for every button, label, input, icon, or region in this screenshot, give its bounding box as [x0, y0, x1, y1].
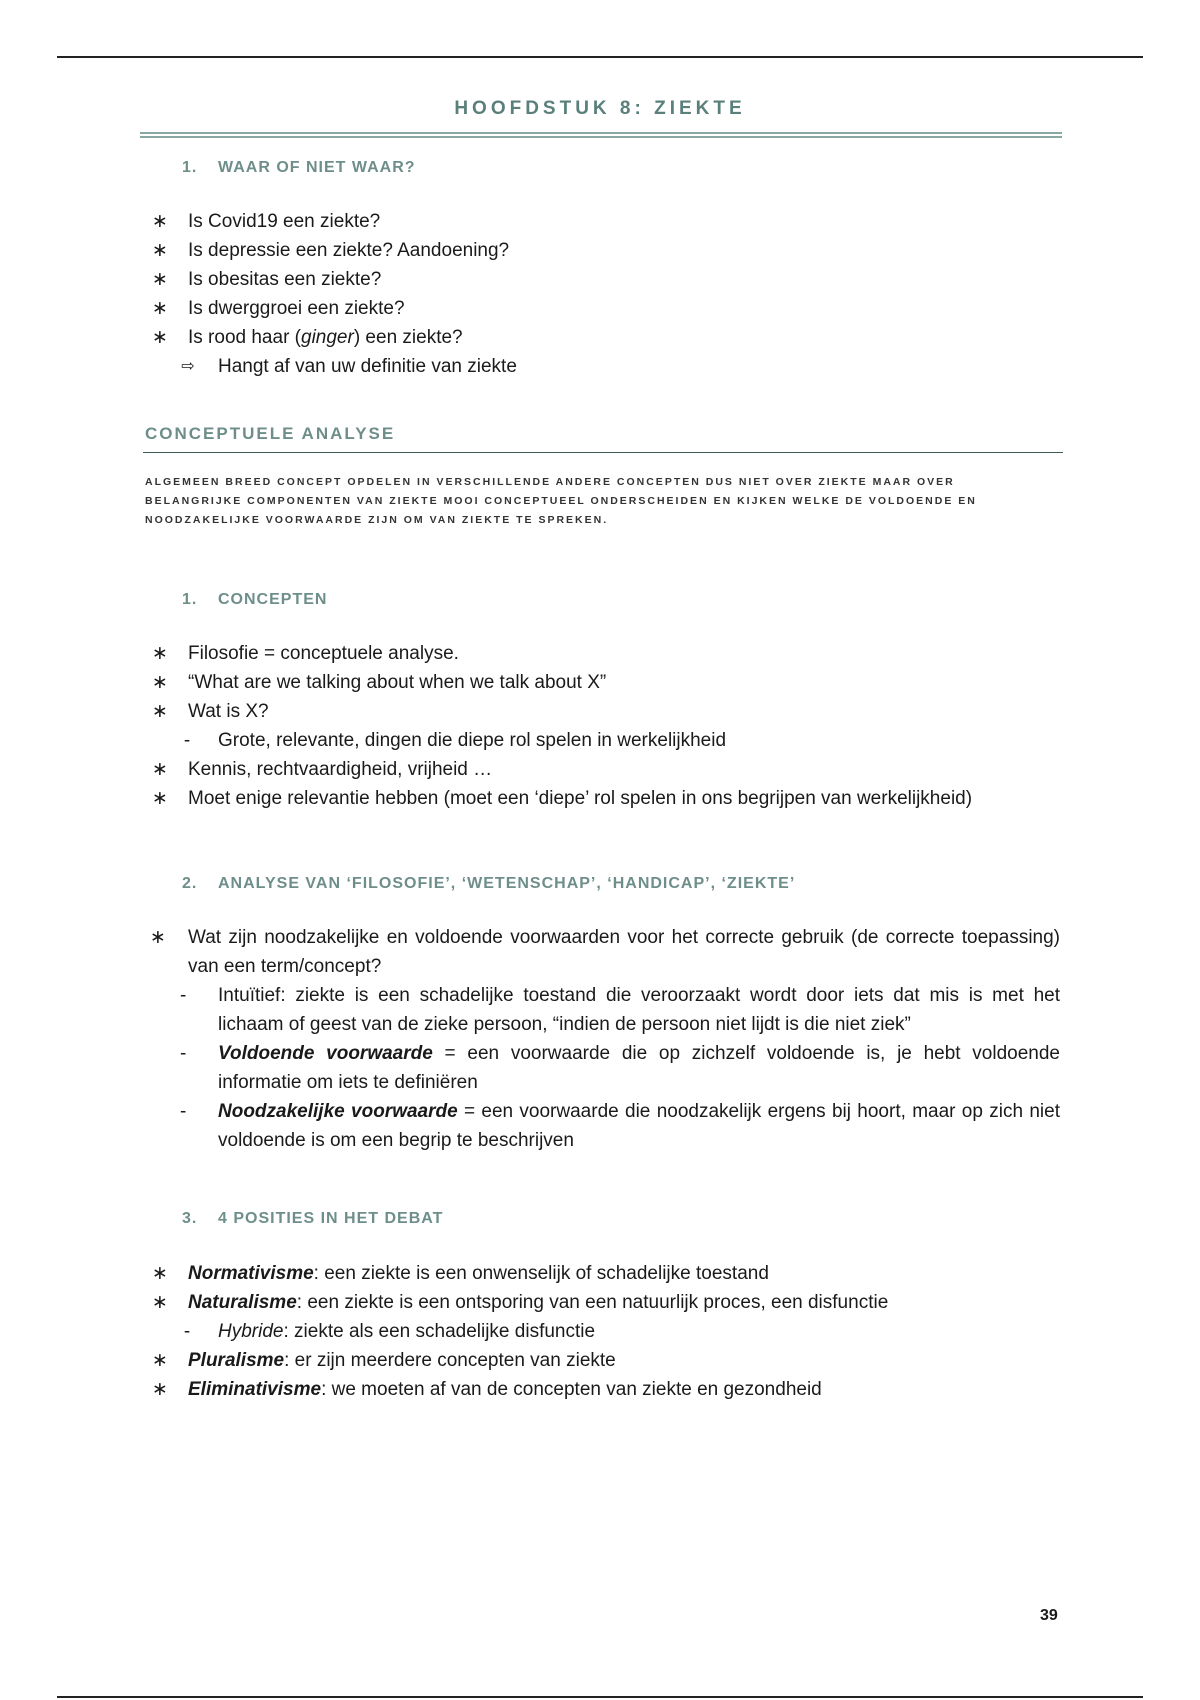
list-item: ∗ Is rood haar (ginger) een ziekte? — [150, 323, 1060, 352]
bullet-icon: ∗ — [152, 269, 168, 290]
section-number: 3. — [182, 1210, 198, 1227]
list-item: ∗ Normativisme: een ziekte is een onwenselijk of schadelijke toestand — [150, 1259, 1060, 1288]
list-item: ∗ Wat is X? — [150, 697, 1060, 726]
bullet-icon: ∗ — [152, 240, 168, 261]
chapter-title: HOOFDSTUK 8: ZIEKTE — [454, 98, 746, 119]
arrow-icon: ⇨ — [181, 358, 195, 375]
section-number: 1. — [182, 591, 198, 608]
bullet-icon: ∗ — [152, 701, 168, 722]
list-item: ∗ “What are we talking about when we talk about X” — [150, 668, 1060, 697]
dash-icon: - — [180, 1101, 187, 1122]
analysis-list — [150, 923, 1060, 1155]
section-title: 4 POSITIES IN HET DEBAT — [218, 1210, 444, 1227]
bullet-icon: ∗ — [152, 788, 168, 809]
list-item: ∗ Moet enige relevantie hebben (moet een ‘diepe’ rol spelen in ons begrijpen van werkelijkheid) — [150, 784, 1060, 813]
bullet-icon: ∗ — [152, 1379, 168, 1400]
top-rule — [57, 56, 1143, 58]
list-item: ∗ Kennis, rechtvaardigheid, vrijheid … — [150, 755, 1060, 784]
bullet-icon: ∗ — [152, 1292, 168, 1313]
section-title: CONCEPTEN — [218, 591, 328, 608]
chapter-rule — [140, 132, 1062, 134]
bullet-icon: ∗ — [152, 1350, 168, 1371]
list-subitem: - Noodzakelijke voorwaarde = een voorwaarde die noodzakelijk ergens bij hoort, maar op zich niet voldoende is om een begrip te beschrijven — [150, 1097, 1060, 1155]
list-item: ∗ Eliminativisme: we moeten af van de concepten van ziekte en gezondheid — [150, 1375, 1060, 1404]
bullet-icon: ∗ — [152, 759, 168, 780]
list-item: ∗ Is dwerggroei een ziekte? — [150, 294, 1060, 323]
section-number: 2. — [182, 875, 198, 892]
bullet-icon: ∗ — [152, 211, 168, 232]
list-subitem: - Hybride: ziekte als een schadelijke disfunctie — [150, 1317, 1060, 1346]
bullet-icon: ∗ — [150, 927, 166, 948]
positions-list — [150, 1259, 1060, 1404]
list-item: ∗ Naturalisme: een ziekte is een ontsporing van een natuurlijk proces, een disfunctie — [150, 1288, 1060, 1317]
question-list — [150, 207, 1060, 381]
section-title: WAAR OF NIET WAAR? — [218, 159, 416, 176]
list-subitem: - Grote, relevante, dingen die diepe rol spelen in werkelijkheid — [150, 726, 1060, 755]
bottom-rule — [57, 1696, 1143, 1698]
conceptual-intro: ALGEMEEN BREED CONCEPT OPDELEN IN VERSCHILLENDE ANDERE CONCEPTEN DUS NIET OVER ZIEKTE MAAR OVER BELANGRIJKE COMPONENTEN VAN ZIEKTE MOOI CONCEPTUEEL ONDERSCHEIDEN EN KIJKEN WELKE DE VOLDOENDE EN NOODZAKELIJKE VOORWAARDE ZIJN OM VAN ZIEKTE TE SPREKEN. — [145, 476, 977, 526]
list-item: ∗ Filosofie = conceptuele analyse. — [150, 639, 1060, 668]
list-item: ∗ Pluralisme: er zijn meerdere concepten van ziekte — [150, 1346, 1060, 1375]
list-item-arrow: ⇨ Hangt af van uw definitie van ziekte — [150, 352, 1060, 381]
major-rule — [143, 452, 1063, 453]
section-heading-posities — [182, 1210, 443, 1228]
section-title: ANALYSE VAN ‘FILOSOFIE’, ‘WETENSCHAP’, ‘HANDICAP’, ‘ZIEKTE’ — [218, 875, 796, 892]
bullet-icon: ∗ — [152, 298, 168, 319]
bullet-icon: ∗ — [152, 643, 168, 664]
list-item: ∗ Is depressie een ziekte? Aandoening? — [150, 236, 1060, 265]
section-heading-waar — [182, 159, 416, 177]
dash-icon: - — [180, 985, 187, 1006]
list-item: ∗ Wat zijn noodzakelijke en voldoende voorwaarden voor het correcte gebruik (de correcte toepassing) van een term/concept? — [150, 923, 1060, 981]
list-item: ∗ Is obesitas een ziekte? — [150, 265, 1060, 294]
dash-icon: - — [183, 730, 191, 751]
section-heading-analyse — [182, 875, 795, 893]
dash-icon: - — [183, 1321, 191, 1342]
list-subitem: - Voldoende voorwaarde = een voorwaarde die op zichzelf voldoende is, je hebt voldoende informatie om iets te definiëren — [150, 1039, 1060, 1097]
concepts-list — [150, 639, 1060, 813]
list-subitem: - Intuïtief: ziekte is een schadelijke toestand die veroorzaakt wordt door iets dat mis is met het lichaam of geest van de zieke persoon, “indien de persoon niet lijdt is die niet ziek” — [150, 981, 1060, 1039]
chapter-rule-second — [140, 136, 1062, 138]
bullet-icon: ∗ — [152, 672, 168, 693]
page-number: 39 — [1040, 1607, 1058, 1624]
major-heading-conceptual: CONCEPTUELE ANALYSE — [145, 424, 396, 443]
section-number: 1. — [182, 159, 198, 176]
section-heading-concepten — [182, 591, 327, 609]
list-item: ∗ Is Covid19 een ziekte? — [150, 207, 1060, 236]
dash-icon: - — [180, 1043, 187, 1064]
bullet-icon: ∗ — [152, 327, 168, 348]
bullet-icon: ∗ — [152, 1263, 168, 1284]
